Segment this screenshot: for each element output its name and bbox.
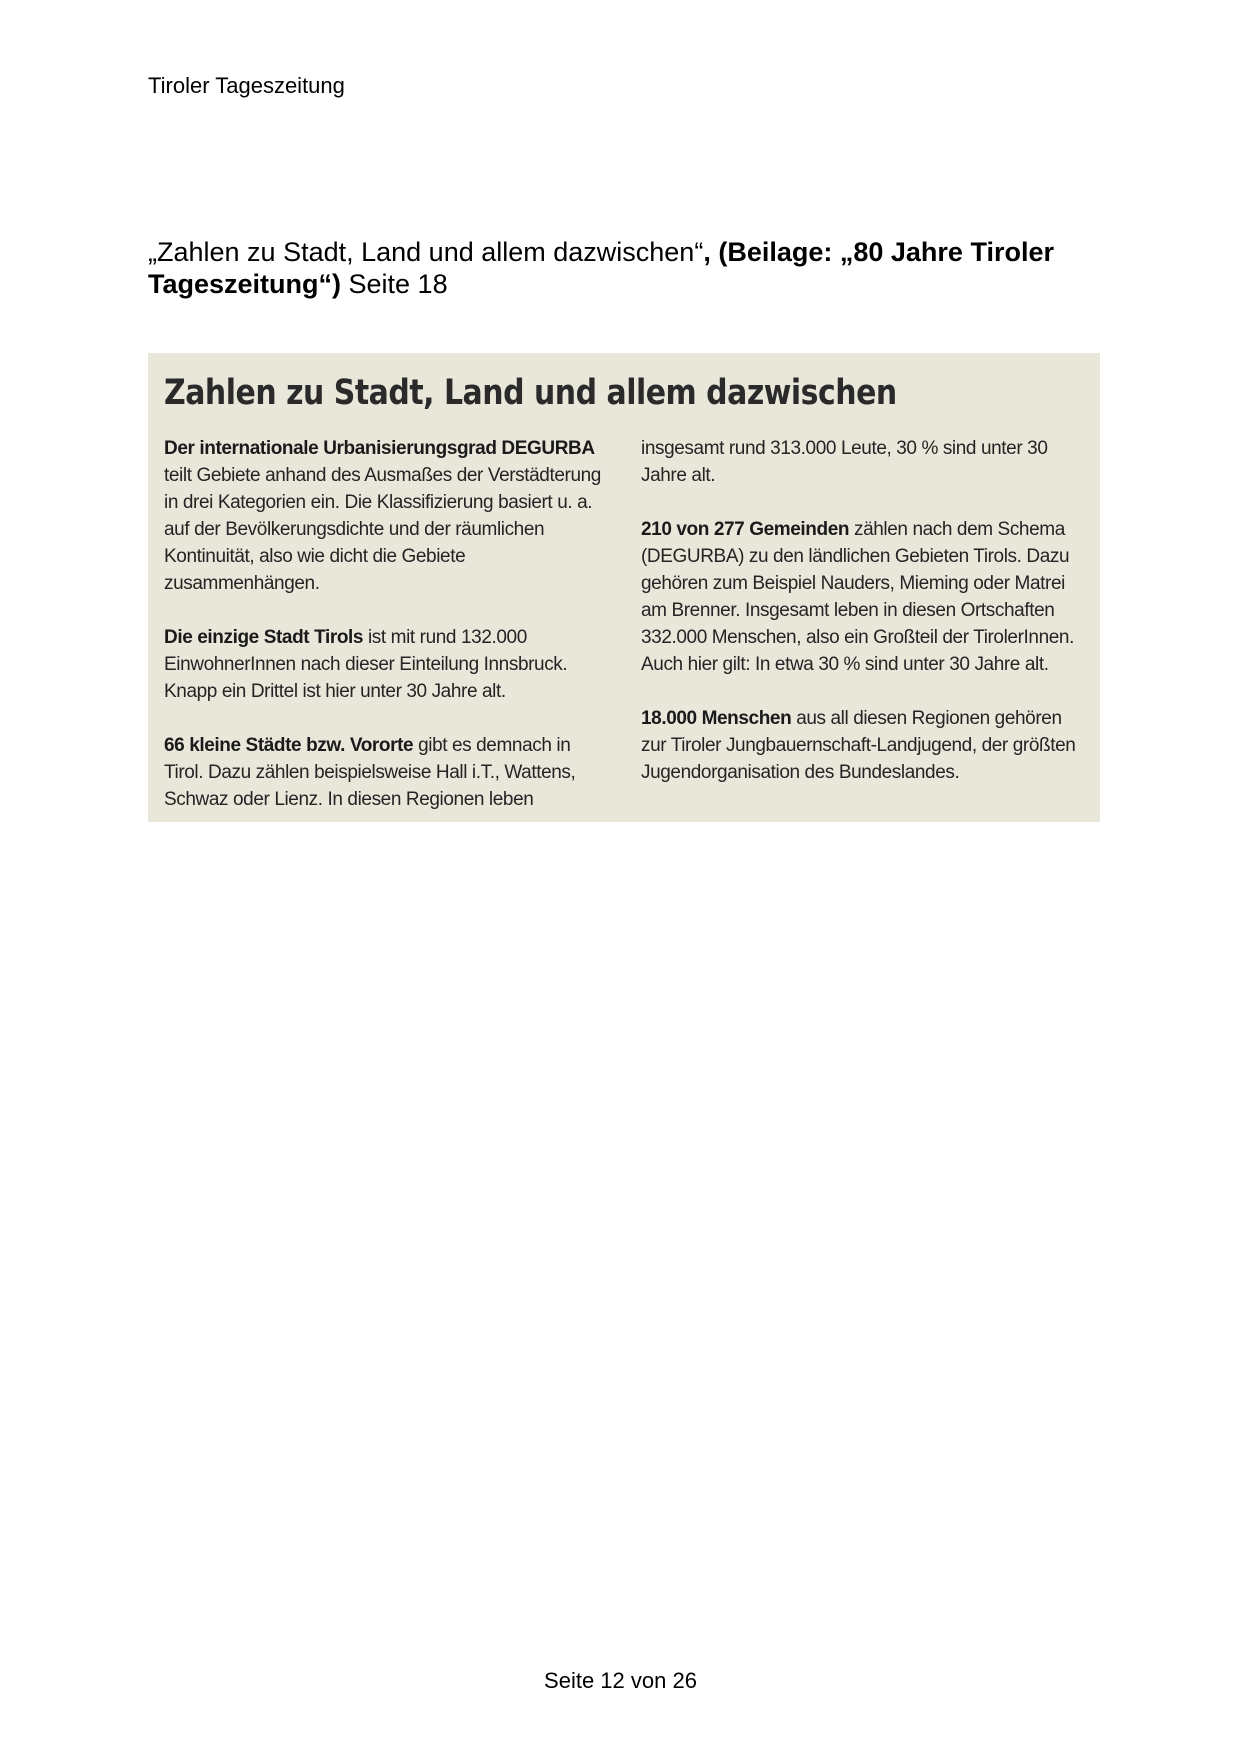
paragraph-text: aus all diesen Regionen gehören zur Tiroler Jungbauernschaft-Landjugend, der größten Jugendorganisation des Bundeslandes. — [641, 708, 1076, 783]
publication-header: Tiroler Tageszeitung — [148, 73, 345, 98]
paragraph-text: zählen nach dem Schema (DEGURBA) zu den ländlichen Gebieten Tirols. Dazu gehören zum Beispiel Nauders, Mieming oder Matrei am Brenner. Insgesamt leben in diesen Ortschaften 332.000 Menschen, also ein Großteil der TirolerInnen. Auch hier gilt: In etwa 30 % sind unter 30 Jahre alt. — [641, 519, 1074, 675]
paragraph-lead: 18.000 Menschen — [641, 708, 792, 729]
paragraph-lead: Der internationale Urbanisierungsgrad DEGURBA — [164, 438, 595, 459]
article-clipping — [148, 353, 1100, 822]
article-column-right — [641, 435, 1086, 813]
paragraph — [164, 435, 609, 597]
paragraph-lead: 66 kleine Städte bzw. Vororte — [164, 735, 414, 756]
paragraph-text: insgesamt rund 313.000 Leute, 30 % sind unter 30 Jahre alt. — [641, 438, 1048, 486]
article-column-left — [164, 435, 609, 813]
paragraph-text: teilt Gebiete anhand des Ausmaßes der Verstädterung in drei Kategorien ein. Die Klassifizierung basiert u. a. auf der Bevölkerungsdichte und der räumlichen Kontinuität, also wie dicht die Gebiete zusammenhängen. — [164, 465, 601, 594]
paragraph — [164, 732, 609, 813]
article-columns — [164, 435, 1086, 813]
clipping-heading — [148, 236, 1108, 300]
paragraph — [641, 435, 1086, 489]
paragraph — [164, 624, 609, 705]
paragraph — [641, 516, 1086, 678]
paragraph-lead: 210 von 277 Gemeinden — [641, 519, 850, 540]
paragraph-lead: Die einzige Stadt Tirols — [164, 627, 364, 648]
paragraph-text: gibt es demnach in Tirol. Dazu zählen beispielsweise Hall i.T., Wattens, Schwaz oder Lienz. In diesen Regionen leben — [164, 735, 576, 810]
clipping-source: , (Beilage: „80 Jahre Tiroler Tageszeitung“) — [148, 237, 1054, 299]
page-number: Seite 12 von 26 — [544, 1668, 697, 1693]
paragraph-text: ist mit rund 132.000 EinwohnerInnen nach dieser Einteilung Innsbruck. Knapp ein Drittel ist hier unter 30 Jahre alt. — [164, 627, 568, 702]
article-title: Zahlen zu Stadt, Land und allem dazwischen — [164, 373, 897, 413]
clipping-page-ref: Seite 18 — [341, 269, 448, 299]
paragraph — [641, 705, 1086, 786]
clipping-title: „Zahlen zu Stadt, Land und allem dazwischen“ — [148, 237, 704, 267]
